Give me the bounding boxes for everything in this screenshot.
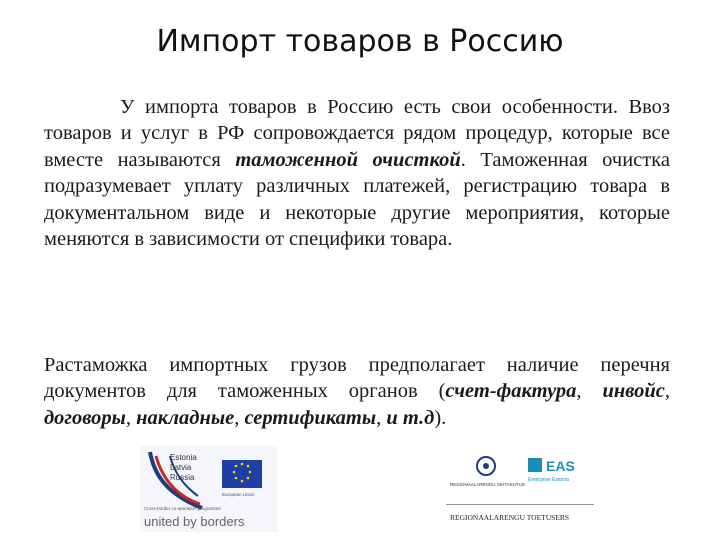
doc-item: инвойс	[602, 380, 665, 403]
paragraph-customs-clearance	[44, 94, 670, 252]
paragraph-text: особенности. Ввоз товаров и услуг в РФ сопровождается рядом процедур, которые все вместе называются	[44, 96, 671, 171]
doc-item: договоры	[44, 406, 126, 429]
org-label: REGIONAALARENGU SIHTASUTUS	[450, 482, 525, 487]
eu-label: European Union	[222, 492, 255, 497]
paragraph-first-line: У импорта товаров в Россию есть свои	[120, 96, 492, 118]
slide-title: Импорт товаров в Россию	[156, 24, 564, 59]
doc-item: сертификаты	[244, 406, 377, 429]
paragraph-required-documents	[44, 352, 670, 431]
doc-item: счет-фактура	[445, 380, 577, 403]
eas-sub-label: Enterprise Estonia	[528, 477, 569, 483]
separator: ,	[125, 406, 137, 429]
country-label: Russia	[170, 473, 195, 482]
programme-label: Cross-border co-operation programme	[144, 506, 221, 511]
eas-logo	[440, 448, 600, 526]
paragraph-text: . Таможенная очистка подразумевает уплату различных платежей, регистрацию товара в документальном виде и некоторые другие мероприятия, которые меняются в зависимости от специфики товара.	[44, 148, 670, 251]
separator: ,	[234, 406, 245, 429]
separator: ,	[576, 380, 603, 403]
eas-icon	[528, 458, 542, 472]
country-label: Estonia	[170, 453, 197, 462]
separator: ,	[664, 380, 670, 403]
slogan-label: united by borders	[144, 514, 245, 529]
paragraph-text: ).	[434, 406, 447, 429]
doc-item: накладные	[136, 406, 235, 429]
separator: ,	[376, 406, 387, 429]
paragraph-text: Растаможка импортных грузов предполагает наличие перечня документов для таможенных органов (	[44, 354, 670, 403]
country-label: Latvia	[170, 463, 192, 472]
estonia-latvia-russia-logo	[140, 446, 278, 532]
eas-label: EAS	[546, 458, 575, 474]
footer-label: REGIONAALARENGU TOETUSERS	[450, 513, 570, 522]
doc-item: и т.д	[386, 406, 435, 429]
term-customs-clearance: таможенной очисткой	[235, 148, 461, 171]
